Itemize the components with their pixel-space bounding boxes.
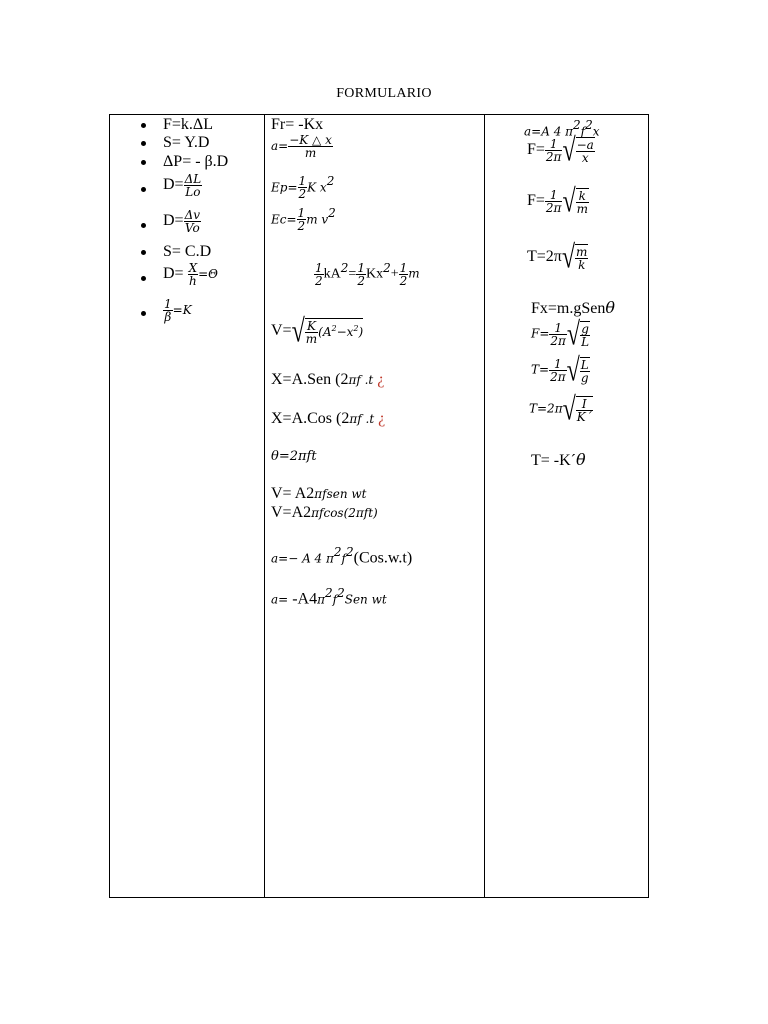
- formula-velocity-sine: V= A2πfsen wt: [271, 485, 367, 502]
- formula-stress: S= Y.D: [163, 134, 210, 151]
- formula-frequency-acceleration: F= $\frac{1}{2\pi}$ √ $\frac{-a}{x}$: [527, 132, 594, 169]
- formula-compressibility: $\frac{1}{\beta}$ =K: [164, 297, 192, 324]
- formula-pendulum-force: Fx=m.gSenθ: [531, 298, 616, 317]
- formula-shear-strain: D= $\frac{X}{h}$ =Θ: [163, 261, 219, 288]
- formula-position-cosine: X=A.Cos (2πf .t ¿: [271, 410, 386, 427]
- formula-strain-volume: D= $\frac{\Delta v}{Vo}$: [163, 208, 201, 235]
- formula-period-pendulum: T= $\frac{1}{2\pi}$ √ $\frac{L}{g}$: [531, 352, 589, 389]
- formula-hooke: F=k.ΔL: [163, 116, 213, 133]
- formula-phase: θ=2πft: [271, 449, 317, 464]
- formula-acceleration-hooke: a= $\frac{-K \triangle x}{m}$: [271, 133, 332, 160]
- formula-period-torsion: T=2π√ $\frac{I}{K´}$: [529, 391, 592, 428]
- document-title: FORMULARIO: [336, 86, 432, 101]
- formula-pressure: ΔP= - β.D: [163, 153, 229, 170]
- formula-frequency-spring: F= $\frac{1}{2\pi}$ √ $\frac{k}{m}$: [527, 183, 589, 220]
- bullet-icon: [141, 276, 146, 281]
- column-divider-1: [264, 114, 265, 898]
- bullet-icon: [141, 160, 146, 165]
- bullet-icon: [141, 141, 146, 146]
- formula-kinetic-energy: Ec= $\frac{1}{2}$ m $v^2$: [271, 206, 336, 234]
- formula-strain-length: D= $\frac{\Delta L}{Lo}$: [163, 172, 202, 199]
- bullet-icon: [141, 123, 146, 128]
- bullet-icon: [141, 187, 146, 192]
- formula-period-spring: T=2π√ $\frac{m}{k}$: [527, 239, 588, 276]
- column-divider-2: [484, 114, 485, 898]
- formula-velocity-cosine: V=A2πfcos(2πft): [271, 504, 378, 521]
- formula-acceleration-cosine: a=− A 4 $\pi^2f^2(Cos.w.t)$: [271, 545, 413, 567]
- formula-acceleration-sine: $a= -A4\pi^2f^2Sen$ wt: [271, 586, 387, 608]
- formula-acceleration-frequency: a=A 4 $\pi^2f^2x$: [524, 118, 600, 139]
- formula-velocity-position: V=√ $\frac{K}{m}$ $(A^2-x^2)$: [271, 313, 364, 350]
- bullet-icon: [141, 250, 146, 255]
- formula-position-sine: X=A.Sen (2πf .t ¿: [271, 371, 385, 388]
- formula-restoring-force: Fr= -Kx: [271, 116, 324, 133]
- bullet-icon: [141, 311, 146, 316]
- bullet-icon: [141, 223, 146, 228]
- formula-torque: T= -K´θ: [531, 450, 586, 469]
- formula-shear: S= C.D: [163, 243, 212, 260]
- formula-frequency-pendulum: F= $\frac{1}{2\pi}$ √ $\frac{g}{L}$: [531, 316, 590, 353]
- formula-potential-energy: Ep= $\frac{1}{2}$ K $x^2$: [271, 174, 335, 202]
- formula-total-energy: $\frac{1}{2}$ $kA^2=$ $\frac{1}{2}$ $Kx^2+$ $\frac{1}{2}$ m: [315, 260, 420, 288]
